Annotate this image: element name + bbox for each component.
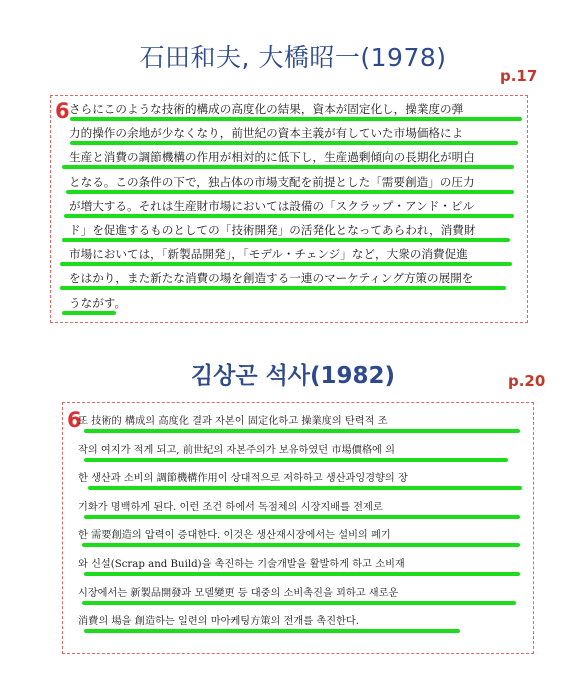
korean-text-line: 한 생산과 소비의 調節機構作用이 상대적으로 저하하고 생산과잉경향의 장 <box>78 473 408 485</box>
japanese-text-underline <box>70 117 522 121</box>
japanese-text-line: をはかり，また新たな消費の場を創造する一連のマーケティング方策の展開を <box>69 271 474 286</box>
korean-text-underline <box>82 543 520 547</box>
japanese-page-number: p.17 <box>500 67 538 85</box>
korean-paragraph-number: 6 <box>67 408 82 432</box>
korean-text-underline <box>84 629 460 633</box>
korean-text-underline <box>84 458 508 462</box>
korean-text-line: 또 技術的 構成의 高度化 결과 자본이 固定化하고 操業度의 탄력적 조 <box>78 416 388 427</box>
korean-page-number: p.20 <box>508 372 546 390</box>
japanese-text-line: うながす。 <box>69 295 127 310</box>
japanese-text-underline <box>60 286 506 290</box>
korean-text-line: 기화가 명백하게 된다. 이런 조건 하에서 독점체의 시장지배를 전제로 <box>78 501 383 513</box>
korean-text-line: 와 신설(Scrap and Build)을 촉진하는 기술개발을 활발하게 하고 소비재 <box>78 559 405 570</box>
japanese-text-underline <box>64 214 514 218</box>
japanese-text-line: 力的操作の余地が少なくなり，前世紀の資本主義が有していた市場価格によ <box>69 126 464 141</box>
japanese-text-line: となる。この条件の下で，独占体の市場支配を前提とした「需要創造」の圧力 <box>69 174 475 189</box>
korean-source-title: 김상곤 석사(1982) <box>190 363 396 389</box>
korean-text-line: 작의 여지가 적게 되고, 前世紀의 자본주의가 보유하였던 市場價格에 의 <box>78 444 395 456</box>
japanese-source-title: 石田和夫, 大橋昭一(1978) <box>139 43 447 72</box>
japanese-paragraph-number: 6 <box>55 99 70 123</box>
korean-text-underline <box>88 486 522 490</box>
korean-text-underline <box>84 515 520 519</box>
japanese-text-underline <box>60 262 512 266</box>
korean-text-underline <box>82 601 516 605</box>
japanese-text-line: ド」を促進するものとしての「技術開発」の活発化となってあらわれ，消費財 <box>69 223 476 237</box>
korean-text-line: 한 需要創造의 압력이 증대한다. 이것은 생산재시장에서는 설비의 폐기 <box>78 530 391 542</box>
japanese-text-underline <box>70 141 518 145</box>
japanese-text-line: が増大する。それは生産財市場においては設備の「スクラップ・アンド・ビル <box>69 198 475 213</box>
japanese-text-line: 生産と消費の調節機構の作用が相対的に低下し，生産過剰傾向の長期化が明白 <box>69 150 475 165</box>
japanese-text-underline <box>66 190 514 194</box>
korean-text-underline <box>84 429 520 433</box>
japanese-text-underline <box>62 238 510 242</box>
korean-text-line: 시장에서는 新製品開發과 모델變更 등 대중의 소비촉진을 꾀하고 새로운 <box>78 587 399 599</box>
japanese-text-line: 市場においては，「新製品開発」，「モデル・チェンジ」など，大衆の消費促進 <box>69 247 468 262</box>
japanese-text-underline <box>62 311 116 315</box>
korean-text-underline <box>84 572 520 576</box>
japanese-text-line: さらにこのような技術的構成の高度化の結果，資本が固定化し，操業度の弾 <box>69 102 464 116</box>
japanese-text-underline <box>62 165 514 169</box>
korean-text-line: 消費의 場을 創造하는 일련의 마아케팅方策의 전개를 촉진한다. <box>78 616 359 628</box>
